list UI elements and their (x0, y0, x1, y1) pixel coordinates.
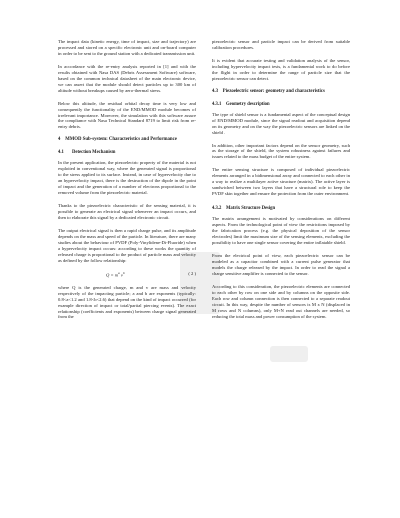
section-heading-4-3-1 (212, 102, 350, 108)
right-column (212, 39, 350, 326)
section-number: 4.3.1 (212, 101, 222, 107)
paragraph: The type of shield sensor is a fundamental aspect of the conceptual design of END/MMOD module, since the signal readout and acquisition depend on its geometry and on the way the piezoelectric sensors are linked on the shield . (212, 111, 350, 135)
section-heading-4-3-2 (212, 206, 350, 212)
paragraph: Thanks to the piezoelectric characteristic of the sensing material, it is possible to generate an electrical signal whenever an impact occurs, and then to elaborate this signal by a dedicated electronic circuit. (58, 203, 196, 221)
paragraph: The output electrical signal is then a rapid charge pulse, and its amplitude depends on the mass and speed of the particle. In literature, there are many studies about the behaviour of PVDF (Poly-Vinylidene-Di-Fluoride) when a hypervelocity impact occurs: according to these works the quantity of released charge is proportional to the product of particle mass and velocity as defined by the follow relationship: (58, 227, 196, 263)
section-title: Detection Mechanism (72, 150, 116, 156)
section-heading-4-1 (58, 150, 196, 156)
section-title: MMOD Sub-system: Characteristics and Performance (65, 137, 177, 143)
paragraph: The entire sensing structure is composed of individual piezoelectric elements arranged in a bidimensional array and connected to each other in a way to realize a multilayer active structure (matrix). The active layer is sandwiched between two layers that have a structural role to keep the PVDF skin together and ensure the protection from the outer environment. (212, 167, 350, 197)
paragraph: In accordance with the re-entry analysis reported in [1] and with the results obtained with Nasa DAS (Debris Assessment Software) software, based on the common technical datasheet of the main electronic device, we can assert that the module should detect particles up to 300 km of altitude without breakups caused by aero-thermal stress. (58, 63, 196, 93)
equation-2 (58, 271, 196, 278)
section-title: Piezoelectric sensor: geometry and characteristics (222, 88, 325, 94)
paragraph: where Q is the generated charge, m and v are mass and velocity respectively of the impacting particle; a and b are exponents (typically: 0.8<a<1.2 and 1.8<b<2.6) that depend on the kind of impact occurred (for example direction of impact or total/partial piercing events). The exact relationship (coefficients and exponents) between charge signal generated from the (58, 284, 196, 320)
section-number: 4.1 (58, 150, 64, 156)
paragraph: From the electrical point of view, each piezoelectric sensor can be modeled as a capacitor combined with a current pulse generator that models the charge released by the impact. In order to read the signal a charge sensitive amplifier is connected to the sensor. (212, 252, 350, 276)
paragraph: piezoelectric sensor and particle impact can be derived from suitable calibration procedures. (212, 39, 350, 50)
equation-number: ( 2 ) (188, 270, 196, 276)
section-title: Matrix Structure Design (226, 206, 276, 212)
section-heading-4 (58, 137, 196, 143)
section-number: 4.3 (212, 88, 218, 94)
paragraph: According to this consideration, the piezoelectric elements are connected to each other by row on one side and by columns on the opposite side. Each row and column connection is then connected to a separate readout circuit. In this way, despite the number of sensors is M x N (displaced in M rows and N columns), only M+N read out channels are needed, so reducing the total mass and power consumption of the system. (212, 283, 350, 319)
section-number: 4 (58, 137, 61, 143)
section-number: 4.3.2 (212, 206, 222, 212)
paragraph: Below this altitude, the residual orbital decay time is very low and consequently the functionality of the END/MMOD module becomes of irrelevant importance. Moreover, the simulation with this software assure the compliance with Nasa Technical Standard 8719 to limit risk from re-entry debris. (58, 100, 196, 130)
section-heading-4-3 (212, 89, 350, 95)
section-title: Geometry description (226, 101, 270, 107)
equation-formula: $Q = m^a$ $v^b$ (106, 270, 125, 278)
scan-smudge-right (270, 346, 308, 362)
left-column (58, 39, 196, 327)
paragraph: In the present application, the piezoelectric property of the material is not exploited in conventional way, where the generated signal is proportional to the stress applied to its surface. Instead, in case of hypervelocity due to an hypervelocity impact, there is the destruction of the dipole in the point of impact and the generation of a number of electrons proportional to the removed volume from the piezoelectric material. (58, 160, 196, 196)
paragraph: The matrix arrangement is motivated by considerations on different aspects. From the technological point of view the restrictions imposed by the fabrication process (e.g. the physical deposition of the sensor electrodes) limit the maximum size of the sensing elements, excluding the possibility to have one single sensor covering the entire inflatable shield. (212, 216, 350, 245)
paragraph: It is evident that accurate testing and validation analysis of the sensor, including hypervelocity impact tests, is a fundamental work to do before the flight in order to determine the range of particle size that the piezoelectric sensor can detect. (212, 57, 350, 81)
paragraph: The impact data (kinetic energy, time of impact, size and trajectory) are processed and stored on a specific electronic unit and on-board computer in order to be sent to the ground station with a dedicated transmission unit. (58, 39, 196, 56)
paragraph: In addition, other important factors depend on the sensor geometry, such as the storage of the shield, the system robustness against failures and issues related to the mass budget of the entire system. (212, 142, 350, 160)
